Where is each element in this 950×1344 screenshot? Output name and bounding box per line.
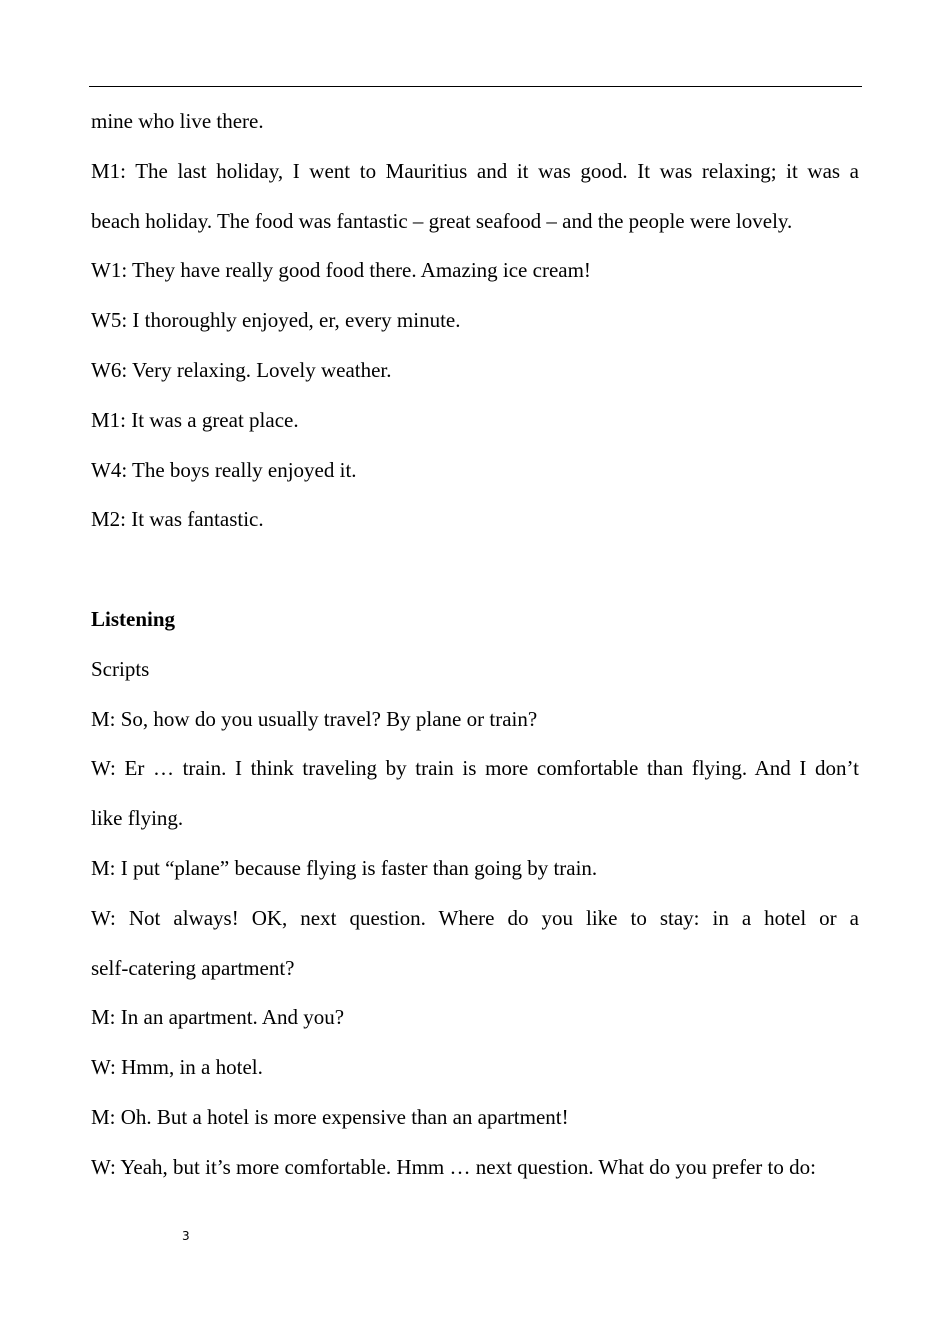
text-line: beach holiday. The food was fantastic – great seafood – and the people were lovely. <box>91 208 793 233</box>
text-line: M1: It was a great place. <box>91 407 299 432</box>
script-line: M: So, how do you usually travel? By plane or train? <box>91 706 538 731</box>
text-line: W5: I thoroughly enjoyed, er, every minute. <box>91 308 461 333</box>
text-line: W6: Very relaxing. Lovely weather. <box>91 357 392 382</box>
script-line: like flying. <box>91 806 184 831</box>
script-line: M: In an apartment. And you? <box>91 1005 345 1030</box>
paragraph-spacer <box>91 545 859 595</box>
text-line: M2: It was fantastic. <box>91 507 264 532</box>
script-line: M: Oh. But a hotel is more expensive than an apartment! <box>91 1104 569 1129</box>
page-number: 3 <box>182 1229 190 1243</box>
script-line: W: Hmm, in a hotel. <box>91 1055 263 1080</box>
text-line: W4: The boys really enjoyed it. <box>91 457 357 482</box>
scripts-label: Scripts <box>91 656 150 681</box>
text-line: M1: The last holiday, I went to Mauritius and it was good. It was relaxing; it was a <box>91 158 859 183</box>
script-line: M: I put “plane” because flying is faster than going by train. <box>91 855 598 880</box>
section-heading: Listening <box>91 606 176 631</box>
document-body <box>91 97 859 1193</box>
text-line: W1: They have really good food there. Amazing ice cream! <box>91 258 591 283</box>
script-line: self-catering apartment? <box>91 955 295 980</box>
header-rule <box>89 86 862 87</box>
text-line: mine who live there. <box>91 109 264 133</box>
script-line: W: Er … train. I think traveling by train is more comfortable than flying. And I don’t <box>91 756 859 781</box>
script-line: W: Yeah, but it’s more comfortable. Hmm … next question. What do you prefer to do: <box>91 1154 816 1179</box>
script-line: W: Not always! OK, next question. Where do you like to stay: in a hotel or a <box>91 905 859 930</box>
